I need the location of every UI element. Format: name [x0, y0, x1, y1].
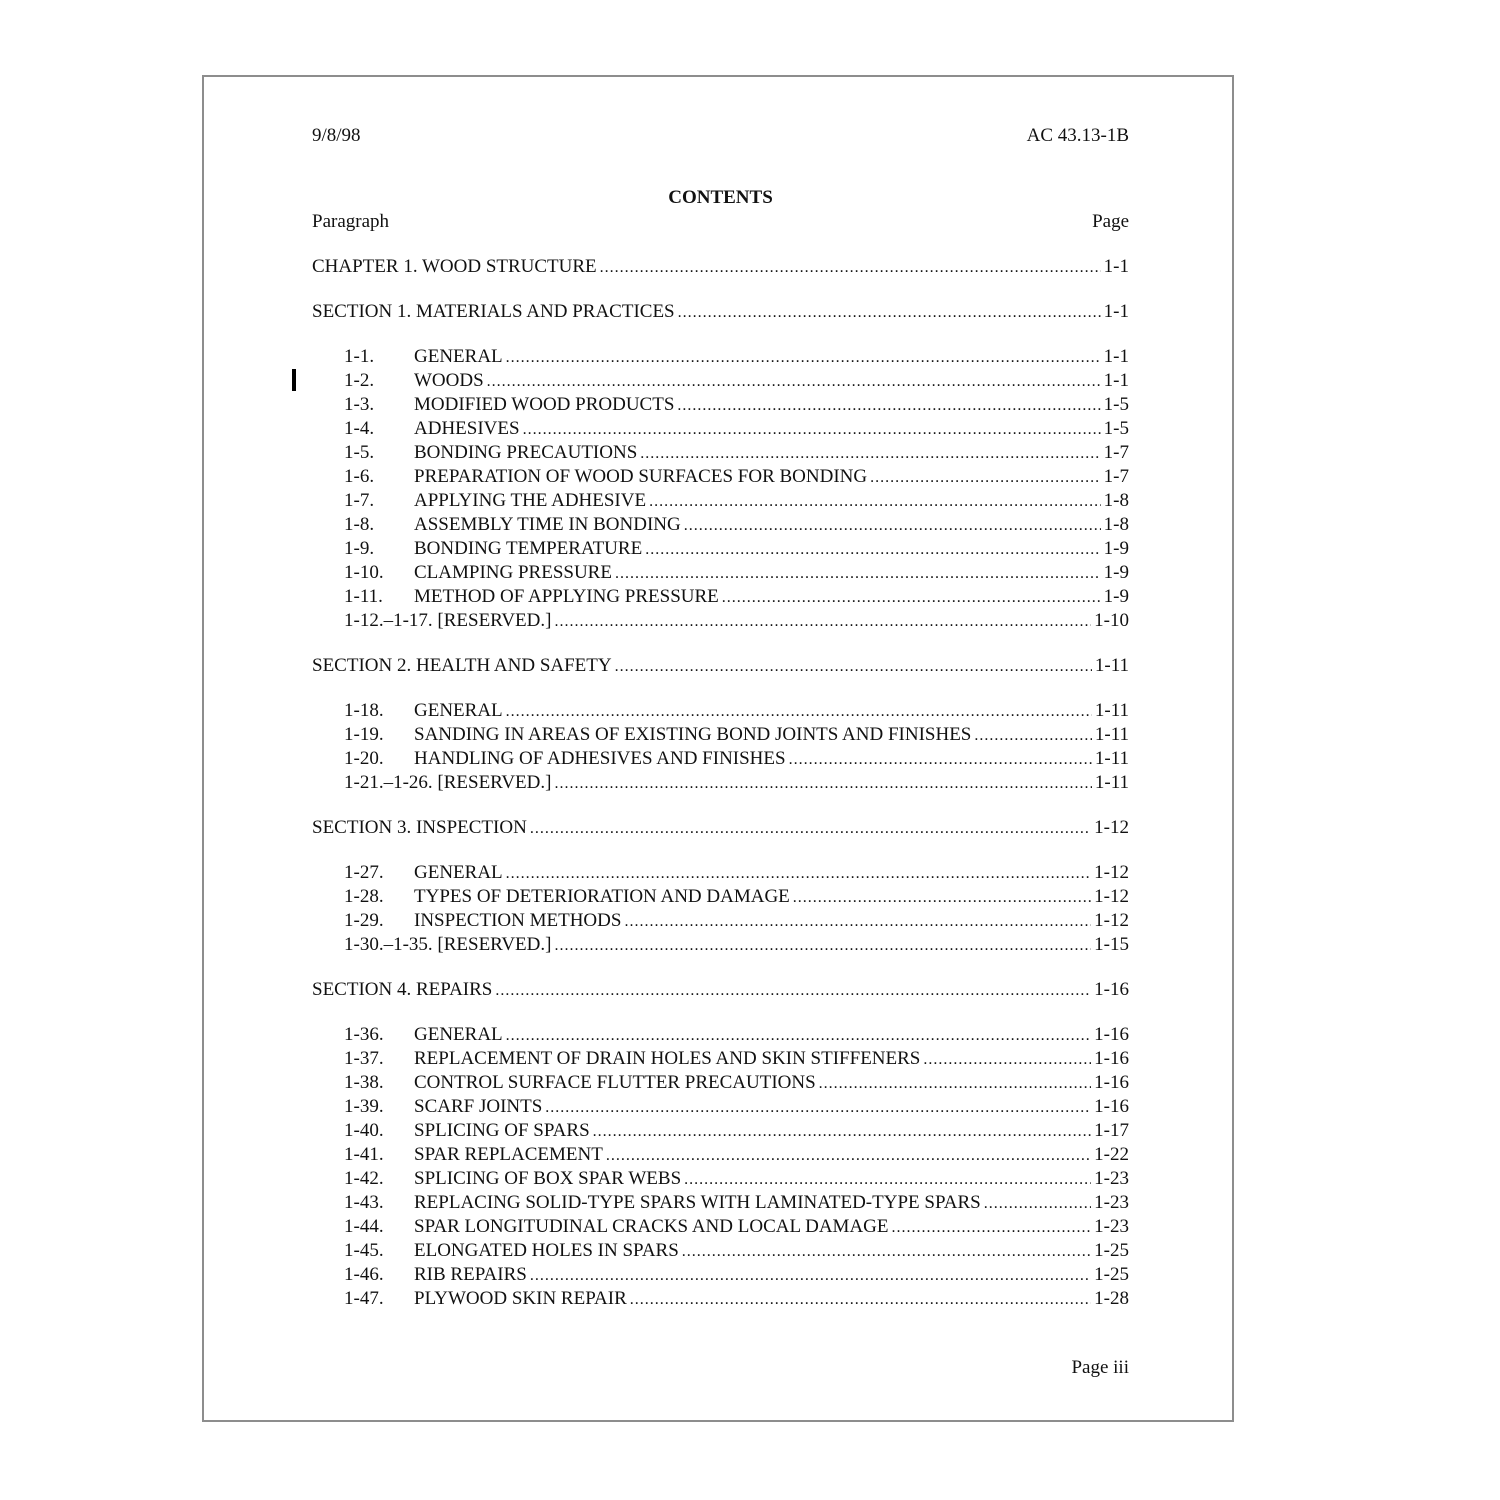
entry-page-number: 1-1 — [1103, 346, 1129, 367]
entry-title: CHAPTER 1. WOOD STRUCTURE — [312, 256, 597, 277]
paragraph-number: 1-1. — [344, 346, 375, 367]
toc-entry-row — [312, 1047, 1129, 1071]
dot-leader — [506, 1024, 1092, 1047]
toc-heading-row — [312, 255, 1129, 279]
page-heading: Page — [1092, 211, 1129, 232]
paragraph-number: 1-28. — [344, 886, 384, 907]
entry-title: GENERAL — [414, 1024, 503, 1045]
dot-leader — [640, 442, 1100, 465]
paragraph-heading: Paragraph — [312, 211, 390, 232]
entry-title: SECTION 1. MATERIALS AND PRACTICES — [312, 301, 675, 322]
paragraph-number: 1-29. — [344, 910, 384, 931]
dot-leader — [554, 610, 1091, 633]
entry-title: SCARF JOINTS — [414, 1096, 543, 1117]
paragraph-number: 1-43. — [344, 1192, 384, 1213]
toc-entry-row — [312, 1263, 1129, 1287]
entry-title: SECTION 2. HEALTH AND SAFETY — [312, 655, 612, 676]
paragraph-number: 1-19. — [344, 724, 384, 745]
toc-heading-row — [312, 816, 1129, 840]
paragraph-number: 1-42. — [344, 1168, 384, 1189]
dot-leader — [624, 910, 1091, 933]
paragraph-number: 1-5. — [344, 442, 375, 463]
paragraph-number: 1-6. — [344, 466, 375, 487]
header-doc-id: AC 43.13-1B — [1026, 125, 1129, 146]
toc-heading-row — [312, 978, 1129, 1002]
entry-page-number: 1-23 — [1094, 1192, 1129, 1213]
dot-leader — [506, 346, 1101, 369]
entry-page-number: 1-7 — [1103, 442, 1129, 463]
dot-leader — [554, 772, 1091, 795]
toc-entry-row — [312, 537, 1129, 561]
entry-page-number: 1-11 — [1094, 724, 1129, 745]
dot-leader — [523, 418, 1101, 441]
toc-entry-row — [312, 861, 1129, 885]
entry-page-number: 1-16 — [1094, 979, 1129, 1000]
entry-title: BONDING TEMPERATURE — [414, 538, 643, 559]
paragraph-number: 1-11. — [344, 586, 383, 607]
dot-leader — [630, 1288, 1091, 1311]
toc-entry-row — [312, 747, 1129, 771]
paragraph-number: 1-9. — [344, 538, 375, 559]
entry-title: WOODS — [414, 370, 484, 391]
entry-page-number: 1-23 — [1094, 1168, 1129, 1189]
entry-page-number: 1-15 — [1094, 934, 1129, 955]
dot-leader — [600, 256, 1101, 279]
entry-page-number: 1-11 — [1094, 700, 1129, 721]
entry-title: HANDLING OF ADHESIVES AND FINISHES — [414, 748, 786, 769]
contents-title: CONTENTS — [668, 187, 773, 208]
dot-leader — [684, 514, 1101, 537]
dot-leader — [649, 490, 1101, 513]
toc-entry-row — [312, 1119, 1129, 1143]
change-bar — [292, 369, 296, 391]
paragraph-number: 1-41. — [344, 1144, 384, 1165]
paragraph-number: 1-47. — [344, 1288, 384, 1309]
paragraph-number: 1-44. — [344, 1216, 384, 1237]
entry-page-number: 1-12 — [1094, 862, 1129, 883]
entry-title: SPLICING OF SPARS — [414, 1120, 590, 1141]
paragraph-number: 1-40. — [344, 1120, 384, 1141]
entry-page-number: 1-7 — [1103, 466, 1129, 487]
entry-page-number: 1-8 — [1103, 514, 1129, 535]
entry-title: TYPES OF DETERIORATION AND DAMAGE — [414, 886, 790, 907]
entry-title: GENERAL — [414, 700, 503, 721]
paragraph-number: 1-4. — [344, 418, 375, 439]
entry-title: 1-12.–1-17. [RESERVED.] — [344, 610, 552, 631]
toc-entry-row — [312, 513, 1129, 537]
dot-leader — [892, 1216, 1092, 1239]
toc-entry-row — [312, 609, 1129, 633]
toc-entry-row — [312, 933, 1129, 957]
entry-title: GENERAL — [414, 862, 503, 883]
entry-title: SPLICING OF BOX SPAR WEBS — [414, 1168, 682, 1189]
entry-title: SANDING IN AREAS OF EXISTING BOND JOINTS AND FINISHES — [414, 724, 972, 745]
entry-page-number: 1-1 — [1103, 256, 1129, 277]
entry-page-number: 1-16 — [1094, 1048, 1129, 1069]
dot-leader — [789, 748, 1092, 771]
entry-page-number: 1-1 — [1103, 301, 1129, 322]
toc-entry-row — [312, 723, 1129, 747]
entry-title: PLYWOOD SKIN REPAIR — [414, 1288, 627, 1309]
entry-title: CLAMPING PRESSURE — [414, 562, 612, 583]
entry-page-number: 1-25 — [1094, 1264, 1129, 1285]
dot-leader — [593, 1120, 1092, 1143]
entry-page-number: 1-9 — [1103, 586, 1129, 607]
entry-page-number: 1-16 — [1094, 1024, 1129, 1045]
toc-entry-row — [312, 345, 1129, 369]
entry-page-number: 1-16 — [1094, 1072, 1129, 1093]
toc-entry-row — [312, 561, 1129, 585]
entry-page-number: 1-22 — [1094, 1144, 1129, 1165]
entry-page-number: 1-25 — [1094, 1240, 1129, 1261]
toc-heading-row — [312, 300, 1129, 324]
dot-leader — [819, 1072, 1092, 1095]
entry-page-number: 1-17 — [1094, 1120, 1129, 1141]
entry-title: APPLYING THE ADHESIVE — [414, 490, 647, 511]
dot-leader — [678, 301, 1101, 324]
dot-leader — [554, 934, 1091, 957]
toc-entry-row — [312, 585, 1129, 609]
dot-leader — [530, 817, 1091, 840]
page-number: Page iii — [1071, 1357, 1129, 1378]
dot-leader — [793, 886, 1091, 909]
toc-entry-row — [312, 1287, 1129, 1311]
paragraph-number: 1-39. — [344, 1096, 384, 1117]
entry-title: REPLACEMENT OF DRAIN HOLES AND SKIN STIFFENERS — [414, 1048, 921, 1069]
entry-title: ADHESIVES — [414, 418, 520, 439]
entry-title: REPLACING SOLID-TYPE SPARS WITH LAMINATED-TYPE SPARS — [414, 1192, 981, 1213]
table-of-contents — [312, 255, 1129, 1311]
entry-title: INSPECTION METHODS — [414, 910, 622, 931]
toc-entry-row — [312, 1095, 1129, 1119]
dot-leader — [870, 466, 1101, 489]
toc-heading-row — [312, 654, 1129, 678]
toc-entry-row — [312, 699, 1129, 723]
entry-title: PREPARATION OF WOOD SURFACES FOR BONDING — [414, 466, 868, 487]
toc-entry-row — [312, 1215, 1129, 1239]
dot-leader — [506, 700, 1092, 723]
dot-leader — [530, 1264, 1091, 1287]
dot-leader — [495, 979, 1091, 1002]
entry-page-number: 1-23 — [1094, 1216, 1129, 1237]
toc-entry-row — [312, 369, 1129, 393]
dot-leader — [606, 1144, 1091, 1167]
entry-page-number: 1-12 — [1094, 910, 1129, 931]
entry-page-number: 1-1 — [1103, 370, 1129, 391]
toc-entry-row — [312, 771, 1129, 795]
dot-leader — [974, 724, 1092, 747]
dot-leader — [677, 394, 1100, 417]
toc-entry-row — [312, 417, 1129, 441]
entry-page-number: 1-16 — [1094, 1096, 1129, 1117]
entry-title: ASSEMBLY TIME IN BONDING — [414, 514, 681, 535]
paragraph-number: 1-46. — [344, 1264, 384, 1285]
entry-title: BONDING PRECAUTIONS — [414, 442, 638, 463]
paragraph-number: 1-8. — [344, 514, 375, 535]
toc-entry-row — [312, 441, 1129, 465]
entry-page-number: 1-11 — [1094, 655, 1129, 676]
dot-leader — [682, 1240, 1091, 1263]
paragraph-number: 1-20. — [344, 748, 384, 769]
dot-leader — [645, 538, 1100, 561]
entry-title: RIB REPAIRS — [414, 1264, 527, 1285]
entry-page-number: 1-12 — [1094, 886, 1129, 907]
dot-leader — [615, 562, 1101, 585]
header-date: 9/8/98 — [312, 125, 361, 146]
toc-entry-row — [312, 1143, 1129, 1167]
paragraph-number: 1-2. — [344, 370, 375, 391]
dot-leader — [923, 1048, 1091, 1071]
entry-page-number: 1-11 — [1094, 772, 1129, 793]
toc-entry-row — [312, 1167, 1129, 1191]
entry-title: ELONGATED HOLES IN SPARS — [414, 1240, 679, 1261]
dot-leader — [545, 1096, 1091, 1119]
dot-leader — [615, 655, 1092, 678]
paragraph-number: 1-38. — [344, 1072, 384, 1093]
entry-page-number: 1-11 — [1094, 748, 1129, 769]
toc-entry-row — [312, 1191, 1129, 1215]
entry-title: SPAR REPLACEMENT — [414, 1144, 603, 1165]
dot-leader — [984, 1192, 1091, 1215]
toc-entry-row — [312, 465, 1129, 489]
entry-title: SECTION 4. REPAIRS — [312, 979, 493, 1000]
entry-page-number: 1-9 — [1103, 538, 1129, 559]
toc-entry-row — [312, 885, 1129, 909]
dot-leader — [722, 586, 1101, 609]
document-page — [202, 75, 1234, 1422]
paragraph-number: 1-27. — [344, 862, 384, 883]
paragraph-number: 1-7. — [344, 490, 375, 511]
entry-title: SECTION 3. INSPECTION — [312, 817, 527, 838]
dot-leader — [487, 370, 1101, 393]
entry-page-number: 1-5 — [1103, 394, 1129, 415]
paragraph-number: 1-45. — [344, 1240, 384, 1261]
entry-page-number: 1-9 — [1103, 562, 1129, 583]
entry-page-number: 1-12 — [1094, 817, 1129, 838]
entry-page-number: 1-28 — [1094, 1288, 1129, 1309]
toc-entry-row — [312, 1071, 1129, 1095]
paragraph-number: 1-36. — [344, 1024, 384, 1045]
entry-page-number: 1-10 — [1094, 610, 1129, 631]
toc-entry-row — [312, 393, 1129, 417]
paragraph-number: 1-3. — [344, 394, 375, 415]
entry-title: GENERAL — [414, 346, 503, 367]
paragraph-number: 1-18. — [344, 700, 384, 721]
toc-entry-row — [312, 1023, 1129, 1047]
toc-entry-row — [312, 909, 1129, 933]
entry-page-number: 1-5 — [1103, 418, 1129, 439]
dot-leader — [506, 862, 1092, 885]
entry-title: 1-21.–1-26. [RESERVED.] — [344, 772, 552, 793]
entry-title: SPAR LONGITUDINAL CRACKS AND LOCAL DAMAGE — [414, 1216, 889, 1237]
paragraph-number: 1-37. — [344, 1048, 384, 1069]
entry-title: CONTROL SURFACE FLUTTER PRECAUTIONS — [414, 1072, 816, 1093]
paragraph-number: 1-10. — [344, 562, 384, 583]
entry-title: MODIFIED WOOD PRODUCTS — [414, 394, 675, 415]
entry-page-number: 1-8 — [1103, 490, 1129, 511]
toc-entry-row — [312, 1239, 1129, 1263]
dot-leader — [684, 1168, 1091, 1191]
toc-entry-row — [312, 489, 1129, 513]
entry-title: METHOD OF APPLYING PRESSURE — [414, 586, 719, 607]
entry-title: 1-30.–1-35. [RESERVED.] — [344, 934, 552, 955]
